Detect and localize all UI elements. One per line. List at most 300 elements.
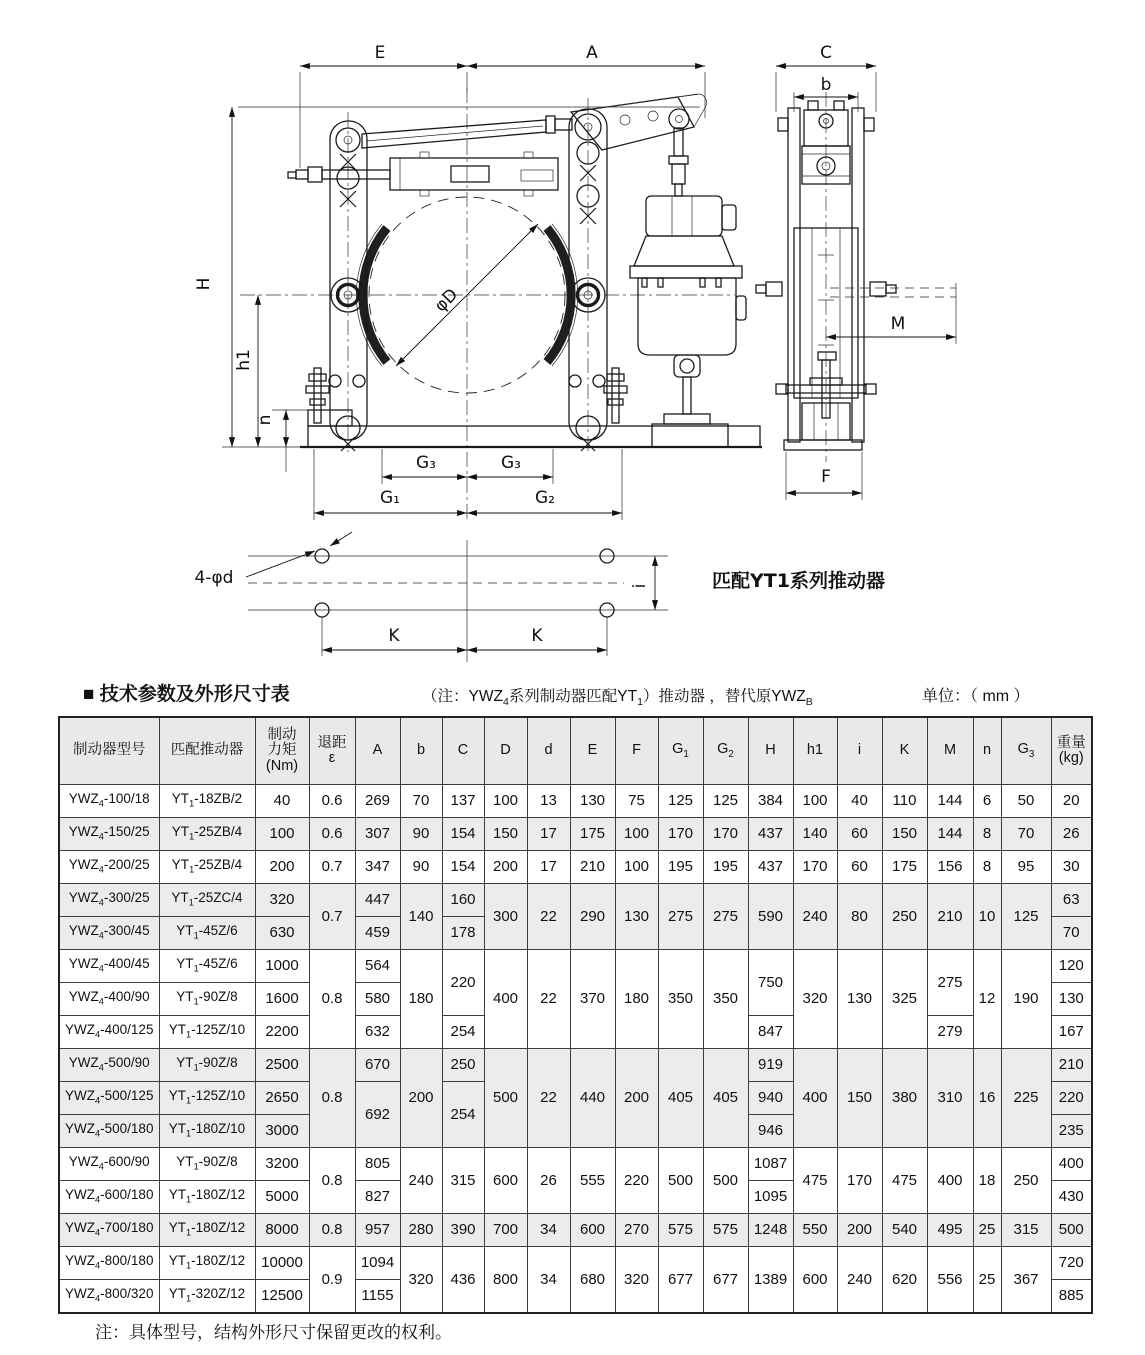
column-header: $G_3$ — [1001, 717, 1051, 785]
table-cell: 240 — [793, 884, 837, 950]
thruster-series-caption: 匹配YT1系列推动器 — [712, 570, 885, 592]
table-cell: 307 — [355, 818, 400, 851]
table-cell: 100 — [255, 818, 309, 851]
table-cell: 220 — [615, 1148, 658, 1214]
table-cell: 370 — [570, 950, 615, 1049]
table-cell: 34 — [527, 1247, 570, 1314]
table-cell: 26 — [1051, 818, 1092, 851]
dim-label-F: F — [821, 467, 831, 487]
column-header: d — [527, 717, 570, 785]
column-header: M — [927, 717, 973, 785]
table-cell: 150 — [837, 1049, 882, 1148]
table-cell: 436 — [442, 1247, 484, 1314]
table-cell: 475 — [882, 1148, 927, 1214]
table-cell: 154 — [442, 851, 484, 884]
table-cell: 1095 — [748, 1181, 793, 1214]
table-cell: $YT_1-180Z/10$ — [159, 1115, 255, 1148]
table-cell: 18 — [973, 1148, 1001, 1214]
table-cell: 0.8 — [309, 1214, 355, 1247]
table-cell: 240 — [837, 1247, 882, 1314]
table-cell: 50 — [1001, 785, 1051, 818]
table-row — [59, 1214, 1092, 1247]
table-cell: 630 — [255, 917, 309, 950]
table-cell: 10 — [973, 884, 1001, 950]
bolt-pattern-view — [195, 532, 885, 662]
table-cell: 17 — [527, 851, 570, 884]
table-cell: 320 — [793, 950, 837, 1049]
table-cell: $YWZ_4-800/180$ — [59, 1247, 159, 1280]
table-cell: 556 — [927, 1247, 973, 1314]
table-cell: $YWZ_4-400/125$ — [59, 1016, 159, 1049]
table-cell: 5000 — [255, 1181, 309, 1214]
table-cell: $YWZ_4-800/320$ — [59, 1280, 159, 1314]
table-cell: $YT_1-90Z/8$ — [159, 1049, 255, 1082]
table-row — [59, 851, 1092, 884]
table-cell: 125 — [703, 785, 748, 818]
table-cell: 13 — [527, 785, 570, 818]
table-cell: 12 — [973, 950, 1001, 1049]
table-cell: 250 — [1001, 1148, 1051, 1214]
dim-G — [314, 449, 622, 520]
table-cell: 200 — [255, 851, 309, 884]
adjusting-bolt-left — [306, 368, 329, 423]
table-cell: 2650 — [255, 1082, 309, 1115]
table-cell: 180 — [615, 950, 658, 1049]
table-row — [59, 884, 1092, 917]
dim-H-h1-n — [194, 107, 310, 472]
table-cell: 70 — [400, 785, 442, 818]
table-cell: 144 — [927, 785, 973, 818]
table-cell: 0.7 — [309, 884, 355, 950]
table-cell: $YT_1-18ZB/2$ — [159, 785, 255, 818]
dim-label-M: M — [890, 314, 906, 334]
table-cell: 156 — [927, 851, 973, 884]
table-cell: 400 — [484, 950, 527, 1049]
table-cell: 700 — [484, 1214, 527, 1247]
table-cell: 805 — [355, 1148, 400, 1181]
table-cell: 350 — [658, 950, 703, 1049]
table-cell: $YT_1-180Z/12$ — [159, 1247, 255, 1280]
footnote: 注：具体型号，结构外形尺寸保留更改的权利。 — [95, 1323, 452, 1342]
table-cell: 200 — [400, 1049, 442, 1148]
table-cell: 1248 — [748, 1214, 793, 1247]
table-cell: 555 — [570, 1148, 615, 1214]
table-cell: 100 — [484, 785, 527, 818]
table-cell: 692 — [355, 1082, 400, 1148]
table-cell: 178 — [442, 917, 484, 950]
table-cell: $YT_1-320Z/12$ — [159, 1280, 255, 1314]
table-cell: 90 — [400, 818, 442, 851]
table-cell: 405 — [703, 1049, 748, 1148]
column-header: $G_1$ — [658, 717, 703, 785]
table-cell: 564 — [355, 950, 400, 983]
column-header: D — [484, 717, 527, 785]
table-cell: 600 — [570, 1214, 615, 1247]
table-cell: $YT_1-180Z/12$ — [159, 1214, 255, 1247]
table-cell: 220 — [1051, 1082, 1092, 1115]
table-row — [59, 785, 1092, 818]
table-cell: 190 — [1001, 950, 1051, 1049]
table-cell: $YWZ_4-300/45$ — [59, 917, 159, 950]
table-cell: 250 — [882, 884, 927, 950]
dim-label-b: b — [820, 75, 832, 95]
table-cell: 3200 — [255, 1148, 309, 1181]
table-cell: 95 — [1001, 851, 1051, 884]
table-cell: 170 — [793, 851, 837, 884]
table-cell: $YWZ_4-500/180$ — [59, 1115, 159, 1148]
table-cell: 0.9 — [309, 1247, 355, 1314]
table-cell: 437 — [748, 851, 793, 884]
table-cell: $YWZ_4-600/180$ — [59, 1181, 159, 1214]
table-cell: 500 — [658, 1148, 703, 1214]
table-cell: 2200 — [255, 1016, 309, 1049]
table-cell: 70 — [1001, 818, 1051, 851]
table-cell: 40 — [255, 785, 309, 818]
table-cell: 25 — [973, 1247, 1001, 1314]
section-title: ■ 技术参数及外形尺寸表 — [83, 684, 290, 705]
table-cell: 225 — [1001, 1049, 1051, 1148]
table-cell: 0.8 — [309, 1049, 355, 1148]
table-row — [59, 1148, 1092, 1181]
table-cell: 63 — [1051, 884, 1092, 917]
table-cell: $YWZ_4-500/90$ — [59, 1049, 159, 1082]
table-cell: 400 — [1051, 1148, 1092, 1181]
table-cell: 175 — [570, 818, 615, 851]
table-cell: 167 — [1051, 1016, 1092, 1049]
table-cell: 22 — [527, 950, 570, 1049]
table-cell: 0.8 — [309, 950, 355, 1049]
table-cell: 632 — [355, 1016, 400, 1049]
table-cell: 140 — [793, 818, 837, 851]
dim-label-i: i — [630, 583, 650, 589]
column-header: F — [615, 717, 658, 785]
table-cell: 100 — [615, 818, 658, 851]
table-cell: 275 — [703, 884, 748, 950]
table-cell: 275 — [658, 884, 703, 950]
table-cell: 200 — [837, 1214, 882, 1247]
table-cell: 200 — [484, 851, 527, 884]
table-cell: $YWZ_4-100/18$ — [59, 785, 159, 818]
table-cell: 269 — [355, 785, 400, 818]
table-cell: 580 — [355, 983, 400, 1016]
table-cell: 180 — [400, 950, 442, 1049]
table-cell: 390 — [442, 1214, 484, 1247]
table-cell: 275 — [927, 950, 973, 1016]
table-cell: 90 — [400, 851, 442, 884]
table-cell: 495 — [927, 1214, 973, 1247]
table-cell: 22 — [527, 884, 570, 950]
table-cell: 315 — [1001, 1214, 1051, 1247]
table-cell: 20 — [1051, 785, 1092, 818]
table-cell: 26 — [527, 1148, 570, 1214]
table-cell: 60 — [837, 851, 882, 884]
table-cell: 940 — [748, 1082, 793, 1115]
dim-label-K-right: K — [531, 626, 543, 646]
table-cell: 220 — [442, 950, 484, 1016]
header-row — [59, 717, 1092, 785]
table-cell: 254 — [442, 1082, 484, 1148]
table-cell: 600 — [484, 1148, 527, 1214]
table-cell: 430 — [1051, 1181, 1092, 1214]
table-cell: 290 — [570, 884, 615, 950]
table-cell: 110 — [882, 785, 927, 818]
table-row — [59, 1247, 1092, 1280]
table-cell: 100 — [615, 851, 658, 884]
dim-label-G2: G₂ — [535, 488, 555, 508]
table-cell: $YWZ_4-500/125$ — [59, 1082, 159, 1115]
table-cell: 384 — [748, 785, 793, 818]
dim-label-h1: h1 — [234, 349, 254, 371]
spec-table — [58, 716, 1093, 1314]
table-cell: 34 — [527, 1214, 570, 1247]
table-cell: 154 — [442, 818, 484, 851]
column-header: b — [400, 717, 442, 785]
table-cell: $YT_1-90Z/8$ — [159, 983, 255, 1016]
column-header: i — [837, 717, 882, 785]
table-cell: $YWZ_4-400/45$ — [59, 950, 159, 983]
table-cell: 140 — [400, 884, 442, 950]
table-cell: 0.6 — [309, 818, 355, 851]
table-cell: $YT_1-25ZC/4$ — [159, 884, 255, 917]
table-cell: $YT_1-125Z/10$ — [159, 1016, 255, 1049]
dim-label-4phid: 4-φd — [194, 568, 234, 588]
table-cell: 1087 — [748, 1148, 793, 1181]
table-cell: 475 — [793, 1148, 837, 1214]
column-header: H — [748, 717, 793, 785]
unit-label: 单位：（ mm ） — [922, 688, 1030, 705]
table-cell: 210 — [570, 851, 615, 884]
table-cell: 80 — [837, 884, 882, 950]
dim-label-A: A — [586, 43, 598, 63]
table-cell: 1000 — [255, 950, 309, 983]
table-cell: 8 — [973, 818, 1001, 851]
dim-label-C: C — [820, 43, 832, 63]
table-cell: 620 — [882, 1247, 927, 1314]
table-cell: 677 — [703, 1247, 748, 1314]
table-cell: 550 — [793, 1214, 837, 1247]
table-cell: 130 — [1051, 983, 1092, 1016]
table-cell: 280 — [400, 1214, 442, 1247]
spec-table-body — [59, 785, 1092, 1314]
table-cell: 300 — [484, 884, 527, 950]
table-cell: 919 — [748, 1049, 793, 1082]
table-cell: 130 — [570, 785, 615, 818]
column-header: 制动器型号 — [59, 717, 159, 785]
table-cell: 40 — [837, 785, 882, 818]
table-cell: 200 — [615, 1049, 658, 1148]
dim-label-H: H — [194, 277, 214, 291]
dim-label-E: E — [374, 43, 386, 63]
table-cell: 22 — [527, 1049, 570, 1148]
table-cell: 1389 — [748, 1247, 793, 1314]
table-cell: 3000 — [255, 1115, 309, 1148]
table-cell: 130 — [615, 884, 658, 950]
table-cell: $YT_1-25ZB/4$ — [159, 818, 255, 851]
table-cell: 320 — [400, 1247, 442, 1314]
table-cell: 400 — [927, 1148, 973, 1214]
table-row — [59, 950, 1092, 983]
table-cell: 315 — [442, 1148, 484, 1214]
table-row — [59, 818, 1092, 851]
table-cell: 170 — [837, 1148, 882, 1214]
table-cell: 800 — [484, 1247, 527, 1314]
column-header: 制动 力矩 (Nm) — [255, 717, 309, 785]
table-cell: 125 — [1001, 884, 1051, 950]
table-cell: 75 — [615, 785, 658, 818]
table-cell: 1600 — [255, 983, 309, 1016]
column-header: 退距 ε — [309, 717, 355, 785]
dim-label-n: n — [255, 414, 275, 426]
table-cell: 270 — [615, 1214, 658, 1247]
table-row — [59, 1049, 1092, 1082]
dim-label-phiD: φD — [430, 284, 463, 317]
table-cell: 279 — [927, 1016, 973, 1049]
table-cell: 8000 — [255, 1214, 309, 1247]
table-cell: 130 — [837, 950, 882, 1049]
table-cell: $YT_1-125Z/10$ — [159, 1082, 255, 1115]
table-cell: 175 — [882, 851, 927, 884]
table-cell: 16 — [973, 1049, 1001, 1148]
table-cell: 170 — [658, 818, 703, 851]
table-cell: 600 — [793, 1247, 837, 1314]
table-cell: 677 — [658, 1247, 703, 1314]
table-cell: 160 — [442, 884, 484, 917]
table-cell: 670 — [355, 1049, 400, 1082]
table-cell: 405 — [658, 1049, 703, 1148]
table-cell: 25 — [973, 1214, 1001, 1247]
table-cell: $YT_1-45Z/6$ — [159, 917, 255, 950]
table-cell: 885 — [1051, 1280, 1092, 1314]
column-header: A — [355, 717, 400, 785]
table-cell: 500 — [1051, 1214, 1092, 1247]
column-header: 重量 (kg) — [1051, 717, 1092, 785]
table-cell: $YT_1-180Z/12$ — [159, 1181, 255, 1214]
table-cell: 0.7 — [309, 851, 355, 884]
table-cell: 847 — [748, 1016, 793, 1049]
table-cell: 720 — [1051, 1247, 1092, 1280]
table-cell: 0.8 — [309, 1148, 355, 1214]
table-cell: 70 — [1051, 917, 1092, 950]
table-cell: 195 — [703, 851, 748, 884]
table-cell: 540 — [882, 1214, 927, 1247]
table-cell: 590 — [748, 884, 793, 950]
table-cell: 235 — [1051, 1115, 1092, 1148]
table-cell: 320 — [255, 884, 309, 917]
dim-label-G1: G₁ — [380, 488, 400, 508]
table-cell: 459 — [355, 917, 400, 950]
table-cell: 120 — [1051, 950, 1092, 983]
table-cell: 680 — [570, 1247, 615, 1314]
release-lever — [571, 94, 707, 150]
column-header: E — [570, 717, 615, 785]
table-cell: $YWZ_4-200/25$ — [59, 851, 159, 884]
table-cell: 946 — [748, 1115, 793, 1148]
table-cell: 170 — [703, 818, 748, 851]
dim-E-A — [300, 43, 705, 168]
table-cell: $YWZ_4-300/25$ — [59, 884, 159, 917]
table-cell: 10000 — [255, 1247, 309, 1280]
table-cell: 6 — [973, 785, 1001, 818]
table-cell: 447 — [355, 884, 400, 917]
table-cell: 437 — [748, 818, 793, 851]
table-cell: 1155 — [355, 1280, 400, 1314]
table-cell: 575 — [658, 1214, 703, 1247]
table-cell: 150 — [484, 818, 527, 851]
table-cell: 0.6 — [309, 785, 355, 818]
table-cell: $YWZ_4-700/180$ — [59, 1214, 159, 1247]
table-cell: 350 — [703, 950, 748, 1049]
base-frame — [300, 410, 762, 447]
table-cell: 320 — [615, 1247, 658, 1314]
section-note: （注：$YWZ_4$系列制动器匹配$YT_1$）推动器 ，替代原$YWZ_B$ — [422, 688, 813, 709]
column-header: 匹配推动器 — [159, 717, 255, 785]
table-cell: 60 — [837, 818, 882, 851]
table-cell: 750 — [748, 950, 793, 1016]
table-cell: $YT_1-45Z/6$ — [159, 950, 255, 983]
spec-table-head — [59, 717, 1092, 785]
table-cell: 195 — [658, 851, 703, 884]
column-header: C — [442, 717, 484, 785]
dim-label-G3-left: G₃ — [416, 453, 436, 473]
table-cell: 347 — [355, 851, 400, 884]
table-cell: 150 — [882, 818, 927, 851]
column-header: h1 — [793, 717, 837, 785]
table-cell: $YT_1-90Z/8$ — [159, 1148, 255, 1181]
spring-unit — [288, 152, 558, 196]
column-header: $G_2$ — [703, 717, 748, 785]
dim-label-G3-right: G₃ — [501, 453, 521, 473]
table-cell: 1094 — [355, 1247, 400, 1280]
table-cell: 240 — [400, 1148, 442, 1214]
column-header: n — [973, 717, 1001, 785]
table-cell: 2500 — [255, 1049, 309, 1082]
table-cell: 8 — [973, 851, 1001, 884]
column-header: K — [882, 717, 927, 785]
table-cell: 100 — [793, 785, 837, 818]
side-view — [756, 43, 956, 500]
table-cell: 144 — [927, 818, 973, 851]
table-cell: 440 — [570, 1049, 615, 1148]
table-cell: 400 — [793, 1049, 837, 1148]
dim-label-K-left: K — [388, 626, 400, 646]
table-cell: 210 — [927, 884, 973, 950]
table-cell: 957 — [355, 1214, 400, 1247]
table-cell: $YWZ_4-400/90$ — [59, 983, 159, 1016]
table-cell: $YT_1-25ZB/4$ — [159, 851, 255, 884]
thruster — [630, 128, 746, 447]
table-cell: 30 — [1051, 851, 1092, 884]
table-cell: $YWZ_4-150/25$ — [59, 818, 159, 851]
table-cell: 827 — [355, 1181, 400, 1214]
table-cell: 367 — [1001, 1247, 1051, 1314]
table-cell: 254 — [442, 1016, 484, 1049]
table-cell: 500 — [703, 1148, 748, 1214]
table-cell: 125 — [658, 785, 703, 818]
table-cell: $YWZ_4-600/90$ — [59, 1148, 159, 1181]
table-cell: 310 — [927, 1049, 973, 1148]
table-cell: 210 — [1051, 1049, 1092, 1082]
technical-drawing — [0, 0, 1145, 672]
table-cell: 12500 — [255, 1280, 309, 1314]
table-cell: 380 — [882, 1049, 927, 1148]
table-cell: 137 — [442, 785, 484, 818]
table-cell: 500 — [484, 1049, 527, 1148]
table-cell: 325 — [882, 950, 927, 1049]
table-cell: 250 — [442, 1049, 484, 1082]
table-cell: 17 — [527, 818, 570, 851]
front-view — [194, 43, 762, 520]
table-cell: 575 — [703, 1214, 748, 1247]
